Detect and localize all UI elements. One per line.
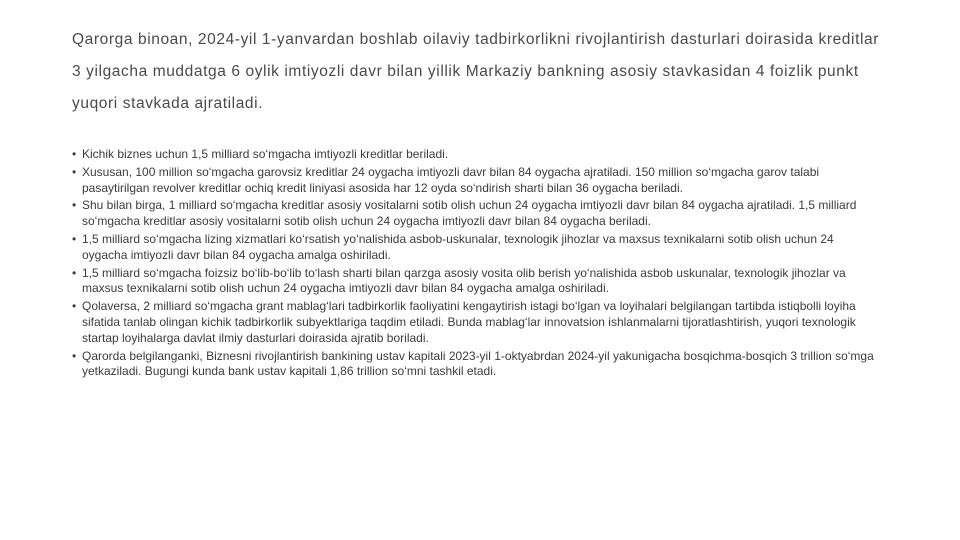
list-item-text: Qarorda belgilanganki, Biznesni rivojlantirish bankining ustav kapitali 2023-yil 1-oktyabrdan 2024-yil yakunigacha bosqichma-bosqich 3 trillion so‘mga yetkaziladi. Bugungi kunda bank ustav kapitali 1,86 trillion so‘mni tashkil etadi. — [82, 348, 874, 379]
list-item — [72, 165, 882, 197]
list-item — [72, 232, 882, 264]
bullet-list — [72, 147, 882, 382]
bullet-icon: • — [72, 164, 77, 179]
list-item-text: Kichik biznes uchun 1,5 milliard so‘mgacha imtiyozli kreditlar beriladi. — [82, 147, 449, 161]
bullet-icon: • — [72, 348, 77, 363]
list-item-text: Shu bilan birga, 1 milliard so‘mgacha kreditlar asosiy vositalarni sotib olish uchun 24 oygacha imtiyozli davr bilan 84 oygacha ajratiladi. 1,5 milliard so‘mgacha kreditlar asosiy vositalarni sotib olish uchun 24 oygacha imtiyozli davr bilan 84 oygacha beriladi. — [82, 198, 857, 229]
list-item — [72, 299, 882, 346]
list-item-text: Qolaversa, 2 milliard so‘mgacha grant mablag‘lari tadbirkorlik faoliyatini kengaytirish istagi bo‘lgan va loyihalari belgilangan tartibda istiqbolli loyiha sifatida tanlab olingan kichik tadbirkorlik subyektlariga taqdim etiladi. Bunda mablag‘lar innovatsion ishlanmalarni tijoratlashtirish, yuqori texnologik startap loyihalarga davlat ilmiy dasturlari doirasida ajratib boriladi. — [82, 299, 856, 345]
list-item — [72, 349, 882, 381]
list-item-text: Xususan, 100 million so‘mgacha garovsiz kreditlar 24 oygacha imtiyozli davr bilan 84 oygacha ajratiladi. 150 million so‘mgacha garov talabi pasaytirilgan revolver kreditlar ochiq kredit liniyasi asosida har 12 oyda so‘ndirish sharti bilan 36 oygacha beriladi. — [82, 164, 820, 195]
bullet-icon: • — [72, 265, 77, 280]
list-item-text: 1,5 milliard so‘mgacha lizing xizmatlari ko‘rsatish yo‘nalishida asbob-uskunalar, texnologik jihozlar va maxsus texnikalarni sotib olish uchun 24 oygacha imtiyozli davr bilan 84 oygacha amalga oshiriladi. — [82, 231, 834, 262]
list-item — [72, 266, 882, 298]
intro-paragraph: Qarorga binoan, 2024-yil 1-yanvardan boshlab oilaviy tadbirkorlikni rivojlantirish dasturlari doirasida kreditlar 3 yilgacha muddatga 6 oylik imtiyozli davr bilan yillik Markaziy bankning asosiy stavkasidan 4 foizlik punkt yuqori stavkada ajratiladi. — [72, 31, 880, 112]
bullet-icon: • — [72, 198, 77, 213]
list-item-text: 1,5 milliard so‘mgacha foizsiz bo‘lib-bo‘lib to‘lash sharti bilan qarzga asosiy vosita olib berish yo‘nalishida asbob uskunalar, texnologik jihozlar va maxsus texnikalarni sotib olish uchun 24 oygacha imtiyozli davr bilan 84 oygacha amalga oshiriladi. — [82, 265, 846, 296]
bullet-icon: • — [72, 231, 77, 246]
list-item — [72, 147, 882, 163]
list-item — [72, 198, 882, 230]
bullet-icon: • — [72, 299, 77, 314]
bullet-icon: • — [72, 147, 77, 161]
